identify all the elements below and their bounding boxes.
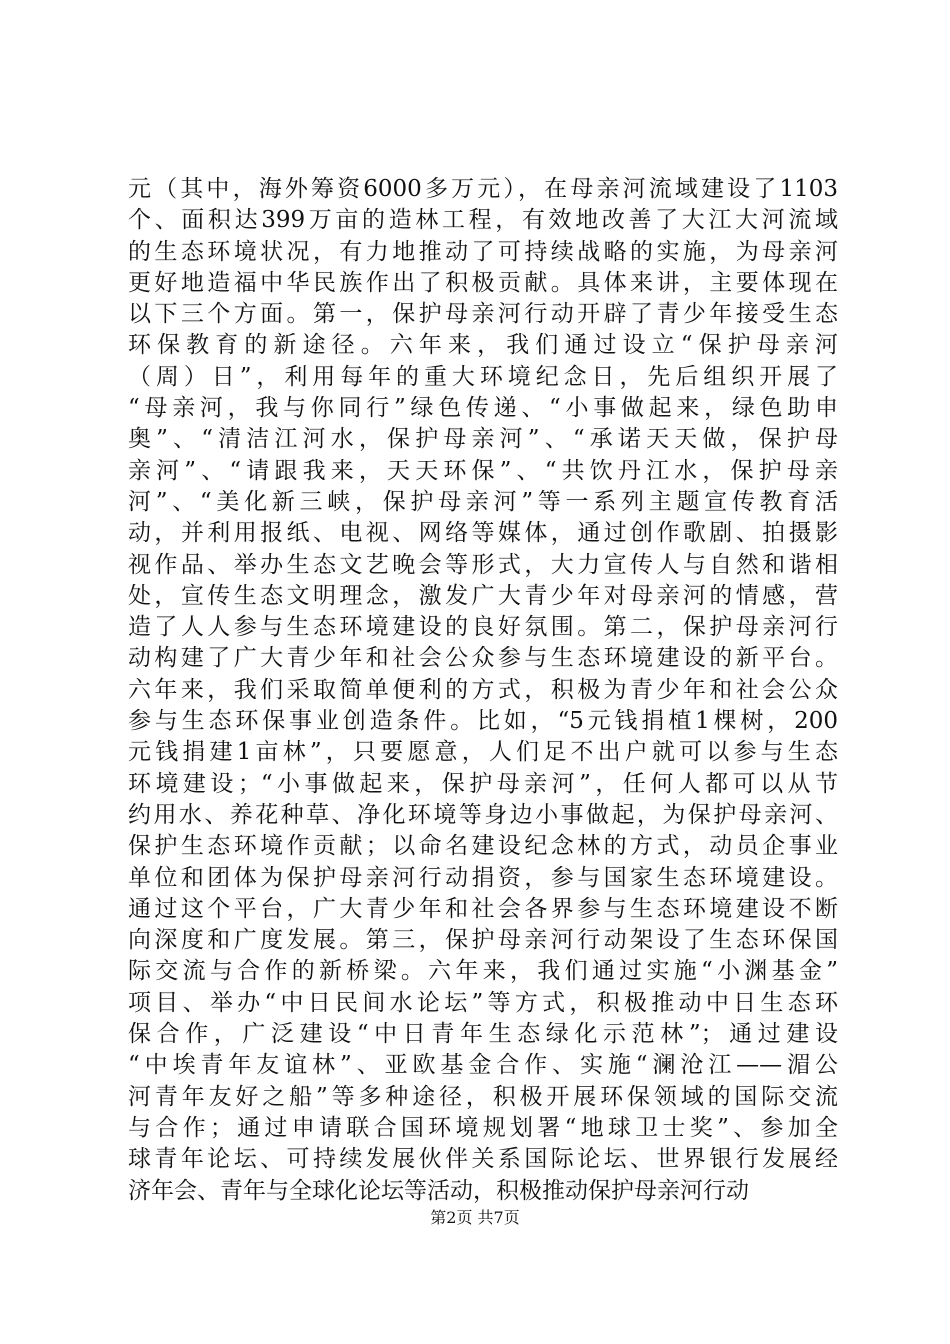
text-line: 济年会、青年与全球化论坛等活动，积极推动保护母亲河行动 bbox=[128, 1177, 749, 1204]
text-line: 奥”、“清洁江河水，保护母亲河”、“承诺天天做，保护母 bbox=[128, 426, 838, 453]
text-line: 约用水、养花种草、净化环境等身边小事做起，为保护母亲河、 bbox=[128, 801, 838, 828]
text-line: 动，并利用报纸、电视、网络等媒体，通过创作歌剧、拍摄影 bbox=[128, 520, 838, 547]
text-line: 造了人人参与生态环境建设的良好氛围。第二，保护母亲河行 bbox=[128, 614, 838, 641]
text-line: （周）日”，利用每年的重大环境纪念日，先后组织开展了 bbox=[128, 363, 838, 390]
text-line: 元钱捐建1亩林”，只要愿意，人们足不出户就可以参与生态 bbox=[128, 739, 838, 766]
text-line: “母亲河，我与你同行”绿色传递、“小事做起来，绿色助申 bbox=[128, 395, 838, 422]
text-line: 以下三个方面。第一，保护母亲河行动开辟了青少年接受生态 bbox=[128, 301, 838, 328]
text-line: 环境建设；“小事做起来，保护母亲河”，任何人都可以从节 bbox=[128, 770, 838, 797]
text-line: 处，宣传生态文明理念，激发广大青少年对母亲河的情感，营 bbox=[128, 582, 838, 609]
text-line: 与合作；通过申请联合国环境规划署“地球卫士奖”、参加全 bbox=[128, 1114, 838, 1141]
page-footer: 第2页 共7页 bbox=[430, 1208, 520, 1227]
text-line: 环保教育的新途径。六年来，我们通过设立“保护母亲河 bbox=[128, 332, 838, 359]
text-line: 项目、举办“中日民间水论坛”等方式，积极推动中日生态环 bbox=[128, 989, 838, 1016]
text-line: 向深度和广度发展。第三，保护母亲河行动架设了生态环保国 bbox=[128, 927, 838, 954]
text-line: 亲河”、“请跟我来，天天环保”、“共饮丹江水，保护母亲 bbox=[128, 457, 838, 484]
text-line: 河青年友好之船”等多种途径，积极开展环保领域的国际交流 bbox=[128, 1083, 838, 1110]
text-line: 的生态环境状况，有力地推动了可持续战略的实施，为母亲河 bbox=[128, 238, 838, 265]
text-line: 通过这个平台，广大青少年和社会各界参与生态环境建设不断 bbox=[128, 895, 838, 922]
body-text bbox=[128, 174, 838, 1207]
text-line: 保合作，广泛建设“中日青年生态绿化示范林”；通过建设 bbox=[128, 1021, 838, 1048]
text-line: 保护生态环境作贡献；以命名建设纪念林的方式，动员企事业 bbox=[128, 833, 838, 860]
text-line: 六年来，我们采取简单便利的方式，积极为青少年和社会公众 bbox=[128, 676, 838, 703]
text-line: 个、面积达399万亩的造林工程，有效地改善了大江大河流域 bbox=[128, 207, 838, 234]
text-line: 河”、“美化新三峡，保护母亲河”等一系列主题宣传教育活 bbox=[128, 488, 838, 515]
text-line: 际交流与合作的新桥梁。六年来，我们通过实施“小渊基金” bbox=[128, 958, 838, 985]
text-line: 动构建了广大青少年和社会公众参与生态环境建设的新平台。 bbox=[128, 645, 838, 672]
text-line: 视作品、举办生态文艺晚会等形式，大力宣传人与自然和谐相 bbox=[128, 551, 838, 578]
text-line: 单位和团体为保护母亲河行动捐资，参与国家生态环境建设。 bbox=[128, 864, 838, 891]
text-line: 参与生态环保事业创造条件。比如，“5元钱捐植1棵树，200 bbox=[128, 708, 838, 735]
text-line: “中埃青年友谊林”、亚欧基金合作、实施“澜沧江——湄公 bbox=[128, 1052, 838, 1079]
text-line: 元（其中，海外筹资6000多万元），在母亲河流域建设了1103 bbox=[128, 176, 838, 202]
text-line: 球青年论坛、可持续发展伙伴关系国际论坛、世界银行发展经 bbox=[128, 1146, 838, 1173]
text-line: 更好地造福中华民族作出了积极贡献。具体来讲，主要体现在 bbox=[128, 269, 838, 296]
